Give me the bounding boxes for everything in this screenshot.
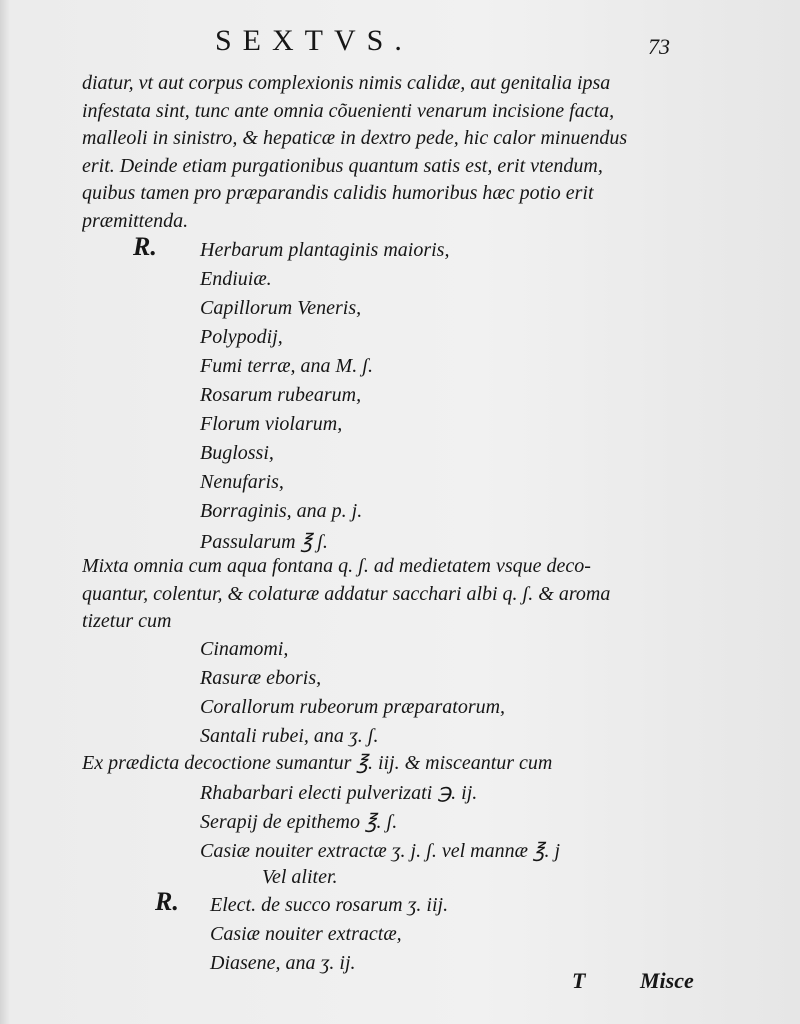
- catchword: Misce: [640, 968, 694, 993]
- paragraph-1: [82, 70, 692, 235]
- recipe-item: Diasene, ana ʒ. ij.: [210, 952, 356, 974]
- recipe-item: Casiæ nouiter extractæ,: [210, 923, 402, 945]
- admixture-item: Casiæ nouiter extractæ ʒ. j. ʃ. vel mannæ ℥. j: [200, 840, 561, 862]
- text-line: quibus tamen pro præparandis calidis humoribus hæc potio erit: [82, 182, 594, 204]
- recipe-item: Endiuiæ.: [200, 268, 272, 290]
- signature-mark: T: [572, 968, 586, 993]
- admixture-item: Rhabarbari electi pulverizati ℈. ij.: [200, 782, 478, 804]
- recipe-item: Polypodij,: [200, 326, 283, 348]
- text-line: tizetur cum: [82, 610, 172, 632]
- recipe-item: Buglossi,: [200, 442, 274, 464]
- recipe-item: Nenufaris,: [200, 471, 284, 493]
- recipe-item: Rosarum rubearum,: [200, 384, 362, 406]
- text-line: Mixta omnia cum aqua fontana q. ʃ. ad medietatem vsque deco-: [82, 555, 591, 577]
- aromatic-item: Rasuræ eboris,: [200, 667, 322, 689]
- text-line: præmittenda.: [82, 209, 189, 232]
- text-line: infestata sint, tunc ante omnia cõuenienti venarum incisione facta,: [82, 99, 615, 122]
- recipe-item: Herbarum plantaginis maioris,: [200, 239, 450, 261]
- text-line: diatur, vt aut corpus complexionis nimis calidæ, aut genitalia ipsa: [82, 72, 611, 94]
- aromatic-item: Cinamomi,: [200, 638, 289, 660]
- recipe-symbol: R.: [133, 232, 157, 261]
- running-title: SEXTVS.: [215, 24, 413, 57]
- recipe-item: Passularum ℥ ʃ.: [200, 531, 328, 553]
- aromatic-item: Santali rubei, ana ʒ. ʃ.: [200, 725, 379, 747]
- text-line: erit. Deinde etiam purgationibus quantum satis est, erit vtendum,: [82, 154, 603, 177]
- recipe-item: Borraginis, ana p. j.: [200, 500, 363, 522]
- admixture-item: Serapij de epithemo ℥. ʃ.: [200, 811, 398, 833]
- recipe-item: Fumi terræ, ana M. ʃ.: [200, 355, 373, 377]
- text-line: quantur, colentur, & colaturæ addatur sacchari albi q. ʃ. & aroma: [82, 582, 611, 605]
- text-line: Ex prædicta decoctione sumantur ℥. iij. & misceantur cum: [82, 752, 553, 774]
- vel-aliter-heading: Vel aliter.: [262, 866, 338, 888]
- recipe-item: Capillorum Veneris,: [200, 297, 362, 319]
- recipe-symbol: R.: [155, 887, 179, 916]
- recipe-item: Elect. de succo rosarum ʒ. iij.: [210, 894, 449, 916]
- recipe-item: Florum violarum,: [200, 413, 343, 435]
- text-line: malleoli in sinistro, & hepaticæ in dextro pede, hic calor minuendus: [82, 127, 628, 149]
- paragraph-3: [82, 750, 692, 778]
- page-number: 73: [648, 34, 670, 59]
- aromatic-item: Corallorum rubeorum præparatorum,: [200, 696, 506, 718]
- paragraph-2: [82, 553, 692, 636]
